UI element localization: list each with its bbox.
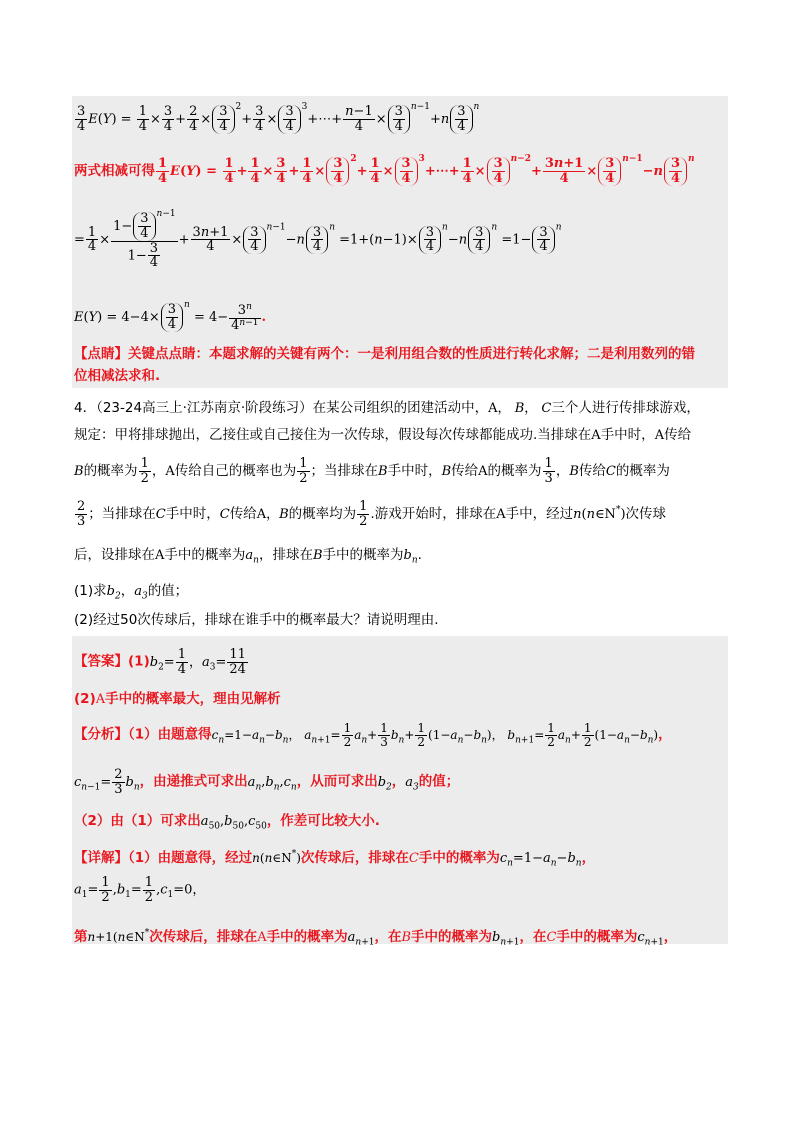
problem-text: ，排球在: [258, 547, 313, 563]
subtract-prefix: 两式相减可得: [74, 163, 155, 179]
detail-text: ，在: [519, 929, 547, 945]
problem-text: ，: [555, 463, 570, 480]
key-point-text-2: 位相减法求和.: [74, 368, 161, 384]
problem-text: 的概率为: [83, 463, 138, 480]
detail-text: ，在: [374, 929, 402, 945]
answer-label: 【答案】: [74, 653, 128, 670]
answer-text: (1): [128, 653, 150, 670]
question-1: (1)求$b_2$，$a_3$的值；: [74, 583, 189, 602]
problem-text: ；当排球在: [88, 506, 156, 523]
question-text: (1)求: [74, 583, 107, 599]
key-point-text-1: 关键点点睛：本题求解的关键有两个：一是利用组合数的性质进行转化求解；二是利用数列的错: [128, 346, 695, 362]
question-text: (2)经过50次传球后，排球在谁手中的概率最大？请说明理由.: [74, 612, 439, 628]
problem-line-2: 规定：甲将排球抛出，乙接住或自己接住为一次传球，假设每次传球都能成功.当排球在A手中时，A传给: [74, 427, 692, 443]
analysis-line-2: $c_{n-1}=$ $\frac{2}{3}$ $b_n$，由递推式可求出$a_n,b_n,c_n$，从而可求出$b_2$，$a_3$的值；: [74, 767, 460, 797]
problem-text: 三个人进行传排球游戏，: [551, 400, 700, 416]
problem-text: 手中时，: [165, 506, 220, 523]
problem-line-5: 后，设排球在A手中的概率为$a_n$，排球在B手中的概率为$b_n$.: [74, 547, 422, 566]
detail-text: 手中的概率为: [266, 929, 348, 945]
analysis-text: 由递推式可求出: [153, 773, 248, 790]
problem-text: 传给: [578, 463, 606, 480]
problem-text: 后，设排球在: [74, 547, 155, 563]
problem-text: .游戏开始时，排球在: [370, 506, 497, 523]
detail-line-3: 第n+1(n∈N*次传球后，排球在A手中的概率为$a_{n+1}$，在B手中的概率为$b_{n+1}$，在C手中的概率为$c_{n+1}$，: [74, 928, 678, 948]
detail-label: 【详解】: [74, 850, 128, 866]
detail-text: 手中的概率为: [411, 929, 493, 945]
problem-text: 手中的概率为: [164, 547, 246, 563]
problem-text: 规定：甲将排球抛出，乙接住或自己接住为一次传球，假设每次传球都能成功.当排球在: [74, 427, 592, 443]
detail-text: 次传球后，排球在: [300, 850, 409, 866]
answer-text: (2): [74, 691, 96, 707]
question-text: 的值；: [147, 583, 189, 599]
problem-text: 的概率为: [615, 463, 670, 480]
problem-line-4: $\frac{2}{3}$ ；当排球在C手中时，C传给A，B的概率均为 $\frac{1}{2}$ .游戏开始时，排球在A手中，经过n(n∈N*)次传球: [77, 499, 667, 529]
problem-text: 的概率为: [487, 463, 542, 480]
equation-line-3: = $\frac{1}{4}$ × 1− $\frac{3}{4}$ $^{n-1}$ 1− $\frac{3}{4}$ + $\frac{3n+1}{4}$ × $\frac{3}{4}$ $^{n-1}$−n $\frac{3}{4}$ $^n$ =1+(n−1)× $\frac{3}{4}$ $^n$−n $\frac{3}{4}$ $^n$ =1− $\frac{3}{4}$ $^n$: [74, 209, 562, 271]
answer-line-1: 【答案】$(1)b_2=$ $\frac{1}{4}$ ，$a_3=$ $\frac{11}{24}$: [74, 647, 246, 677]
analysis-text: ，从而可求出: [296, 773, 378, 790]
analysis-line-1: 【分析】（1）由题意得$c_n=1-a_n-b_n$， $a_{n+1}=$ $\frac{1}{2}$ $a_n+$ $\frac{1}{3}$ $b_n+$ $\frac{1}{2}$ $(1-a_n-b_n)$， $b_{n+1}=$ $\frac{1}{2}$ $a_n+$ $\frac{1}{2}$ $(1-a_n-b_n)$，: [74, 721, 672, 749]
analysis-text: 的值；: [418, 773, 460, 790]
problem-text: 传给: [451, 463, 479, 480]
detail-line-2: $a_1=$ $\frac{1}{2}$ $,b_1=$ $\frac{1}{2}$ $,c_1=0$，: [74, 875, 206, 905]
detail-text: （1）由题意得，经过: [128, 850, 253, 866]
problem-text: 传给: [229, 506, 257, 523]
equation-line-2: 两式相减可得 $\frac{1}{4}$ E(Y) = $\frac{1}{4}$ + $\frac{1}{4}$ × $\frac{3}{4}$ + $\frac{1}{4}$ × $\frac{3}{4}$ $^2$+ $\frac{1}{4}$ × $\frac{3}{4}$ $^3$+⋯+ $\frac{1}{4}$ × $\frac{3}{4}$ $^{n-2}$+ $\frac{3n+1}{4}$ × $\frac{3}{4}$ $^{n-1}$−n $\frac{3}{4}$ $^n$: [74, 154, 695, 186]
analysis-text: （2）由（1）可求出: [74, 813, 201, 829]
detail-text: 手中的概率为: [556, 929, 638, 945]
problem-number: 4．: [74, 400, 97, 416]
problem-text: 在某公司组织的团建活动中，: [312, 400, 489, 416]
equation-line-1: $\frac{3}{4}$ E(Y) = $\frac{1}{4}$ × $\frac{3}{4}$ + $\frac{2}{4}$ × $\frac{3}{4}$ $^2$+ $\frac{3}{4}$ × $\frac{3}{4}$ $^3$+⋯+ $\frac{n-1}{4}$ × $\frac{3}{4}$ $^{n-1}$+n $\frac{3}{4}$ $^n$: [77, 102, 480, 134]
problem-text: ；当排球在: [310, 463, 379, 480]
problem-text: 手中的概率为: [322, 547, 404, 563]
key-point-label: 【点睛】: [74, 346, 128, 362]
analysis-line-3: （2）由（1）可求出$a_{50},b_{50},c_{50}$，作差可比较大小.: [74, 813, 380, 832]
answer-text: 手中的概率最大，理由见解析: [105, 691, 281, 707]
analysis-label: 【分析】: [74, 726, 128, 743]
problem-text: 次传球: [625, 506, 667, 523]
detail-text: 第: [74, 929, 88, 945]
problem-text: 传给: [664, 427, 692, 443]
analysis-text: ，作差可比较大小.: [266, 813, 380, 829]
problem-text: 手中，经过: [505, 506, 574, 523]
problem-text: 手中时，: [387, 463, 442, 480]
problem-text: 传给自己的概率也为: [174, 463, 297, 480]
key-point-note-line-2: [74, 367, 160, 385]
problem-text: 手中时，: [600, 427, 655, 443]
problem-line-3: B的概率为 $\frac{1}{2}$ ，A传给自己的概率也为 $\frac{1}{2}$ ；当排球在B手中时，B传给A的概率为 $\frac{1}{3}$ ，B传给C的概率为: [74, 456, 670, 486]
problem-source: （23-24高三上·江苏南京·阶段练习）: [96, 400, 313, 416]
problem-text: 的概率均为: [288, 506, 357, 523]
answer-line-2: (2)A手中的概率最大，理由见解析: [74, 691, 281, 707]
analysis-text: （1）由题意得: [128, 726, 212, 743]
equation-line-4: E(Y) = 4−4× $\frac{3}{4}$ $^n$ = 4− $\frac{3^n}{4^{n-1}}$ .: [74, 300, 267, 333]
key-point-note-line-1: [74, 345, 695, 363]
detail-line-1: 【详解】（1）由题意得，经过n(n∈N*)次传球后，排球在C手中的概率为$c_n=1-a_n-b_n$，: [74, 849, 596, 869]
question-2: [74, 611, 439, 629]
detail-text: 手中的概率为: [418, 850, 500, 866]
problem-line-1: 4．（23-24高三上·江苏南京·阶段练习）在某公司组织的团建活动中，A， B， C三个人进行传排球游戏，: [74, 400, 700, 416]
detail-text: 次传球后，排球在: [149, 929, 258, 945]
